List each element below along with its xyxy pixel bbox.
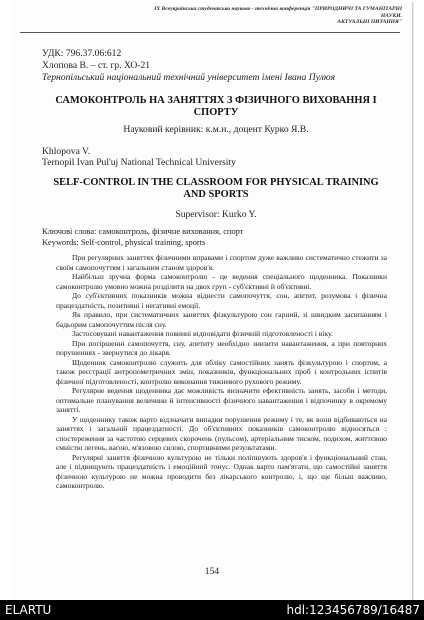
article-body xyxy=(56,253,387,491)
handle-identifier[interactable]: hdl:123456789/16487 xyxy=(286,603,420,617)
body-paragraph: У щоденнику також варто відзначати випадки порушення режиму і те, як вони відбиваються на заняттях і загальній працездатності. До об'єктивних показників самоконтролю відносяться : спостереження за частотою серцевих скорочень (пульсом), артеріальним тиском, подихом, життєвою ємністю легень, вагою, м'язовою силою, спортивними результатами. xyxy=(56,414,387,452)
supervisor-en: Supervisor: Kurko Y. xyxy=(175,209,257,220)
title-ua: САМОКОНТРОЛЬ НА ЗАНЯТТЯХ З ФІЗИЧНОГО ВИХОВАННЯ І СПОРТУ xyxy=(55,95,377,118)
keywords-en: Keywords: Self-control, physical training, sports xyxy=(42,238,206,247)
body-paragraph: Як правило, при систематичних заняттях фізкультурою сон гарний, зі швидким засипанням і бадьорим самопочуттям після сну. xyxy=(56,310,387,329)
author-ua: Хлопова В. – ст. гр. ХО-21 xyxy=(42,60,151,71)
body-paragraph: До суб'єктивних показників можна віднести самопочуття, сон, апетит, розумова і фізична працездатність, позитивні і негативні емоції. xyxy=(56,291,387,310)
affiliation-ua: Тернопільський національний технічний університет імені Івана Пулюя xyxy=(42,72,336,83)
page-number: 154 xyxy=(204,566,220,577)
conference-header-line-2: АКТУАЛЬНІ ПИТАННЯ" xyxy=(337,19,402,26)
repository-name: ELARTU xyxy=(5,603,52,617)
supervisor-ua: Науковий керівник: к.м.н., доцент Курко Я.В. xyxy=(123,124,309,135)
body-paragraph: При регулярних заняттях фізичними вправами і спортом дуже важливо систематично стежити за своїм самопочуттям і загальним станом здоров'я. xyxy=(56,253,387,272)
body-paragraph: Регулярне ведення щоденника дає можливість визначити ефективність занять, засоби і методи, оптимальне планування величини й інтенсивності фізичного навантаження і відпочинку в окремому занятті. xyxy=(56,386,387,414)
udk-code: УДК: 796.37.06:612 xyxy=(42,48,122,59)
body-paragraph: Щоденник самоконтролю служить для обліку самостійних занять фізкультурою і спортом, а також реєстрації антропометричних змін, показників, функціональних проб і контрольних іспитів фізичної підготовленості, контролю виконання тижневого рухового режиму. xyxy=(56,357,387,386)
conference-header xyxy=(136,6,402,26)
body-paragraph: Застосовувані навантаження повинні відповідати фізичній підготовленості і віку. xyxy=(72,329,333,338)
author-en: Khlopova V. xyxy=(42,146,91,157)
keywords-ua: Ключові слова: самоконтроль, фізичне виховання, спорт xyxy=(42,227,244,236)
repository-footer-bar xyxy=(0,600,424,620)
title-en: SELF-CONTROL IN THE CLASSROOM FOR PHYSICAL TRAINING AND SPORTS xyxy=(53,177,379,200)
header-divider xyxy=(20,32,400,33)
affiliation-en: Ternopil Ivan Pul'uj National Technical University xyxy=(42,157,236,168)
body-paragraph: При погіршенні самопочуття, сну, апетиту необхідно знизити навантаження, а при повторних порушеннях - звернутися до лікаря. xyxy=(56,338,387,357)
body-paragraph: Найбільш зручна форма самоконтролю - це ведення спеціального щоденника. Показники самоконтролю умовно можна розділити на двох груп - суб'єктивні й об'єктивні. xyxy=(56,272,387,291)
conference-header-line-1: IX Всеукраїнська студентська науково - технічна конференція "ПРИРОДНИЧІ ТА ГУМАНІТАРНІ НАУКИ. xyxy=(154,6,402,19)
body-paragraph: Регулярні заняття фізичною культурою не тільки поліпшують здоров'я і функціональний стан, але і підвищують працездатність і емоційний тонус. Однак варто пам'ятати, що самостійні заняття фізичною культурою не можна проводити без лікарського контролю, і, що ще більш важливо, самоконтролю. xyxy=(56,452,387,490)
